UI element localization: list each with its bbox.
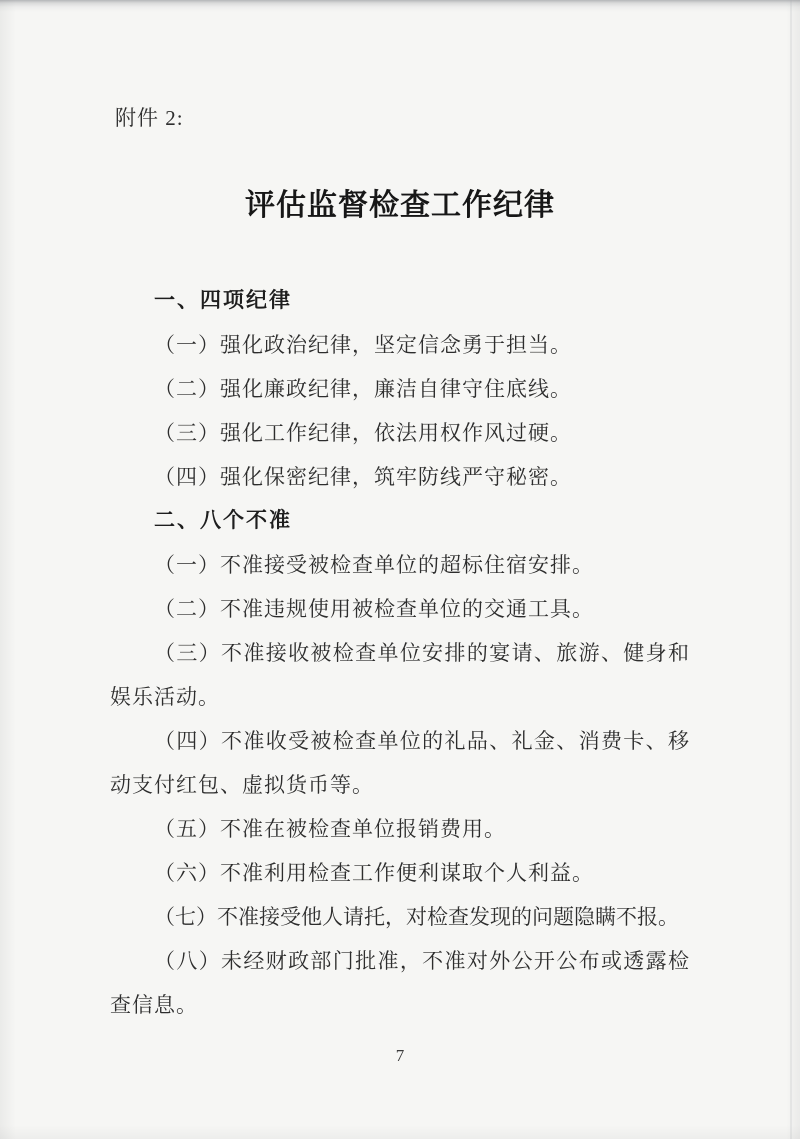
- list-item: （三）强化工作纪律，依法用权作风过硬。: [154, 421, 572, 445]
- list-item: （五）不准在被检查单位报销费用。: [154, 817, 506, 841]
- scan-right-edge-artifact: [790, 0, 792, 1139]
- list-item: （三）不准接收被检查单位安排的宴请、旅游、健身和娱乐活动。: [110, 641, 690, 709]
- list-item: （一）强化政治纪律，坚定信念勇于担当。: [154, 333, 572, 357]
- page-number: 7: [395, 1046, 405, 1065]
- list-item: （四）强化保密纪律，筑牢防线严守秘密。: [154, 465, 572, 489]
- list-item: （一）不准接受被检查单位的超标住宿安排。: [154, 553, 594, 577]
- list-item: （四）不准收受被检查单位的礼品、礼金、消费卡、移动支付红包、虚拟货币等。: [110, 729, 690, 797]
- document-body: [110, 279, 690, 1027]
- attachment-label: 附件 2:: [115, 106, 184, 130]
- list-item: （七）不准接受他人请托，对检查发现的问题隐瞒不报。: [154, 905, 679, 929]
- list-item: （八）未经财政部门批准，不准对外公开公布或透露检查信息。: [110, 949, 690, 1017]
- list-item: （六）不准利用检查工作便利谋取个人利益。: [154, 861, 594, 885]
- section-heading-eight-prohibitions: 二、八个不准: [154, 509, 292, 532]
- document-title: 评估监督检查工作纪律: [245, 189, 555, 222]
- scan-top-edge-artifact: [0, 0, 800, 12]
- section-heading-four-disciplines: 一、四项纪律: [154, 289, 292, 312]
- list-item: （二）不准违规使用被检查单位的交通工具。: [154, 597, 594, 621]
- list-item: （二）强化廉政纪律，廉洁自律守住底线。: [154, 377, 572, 401]
